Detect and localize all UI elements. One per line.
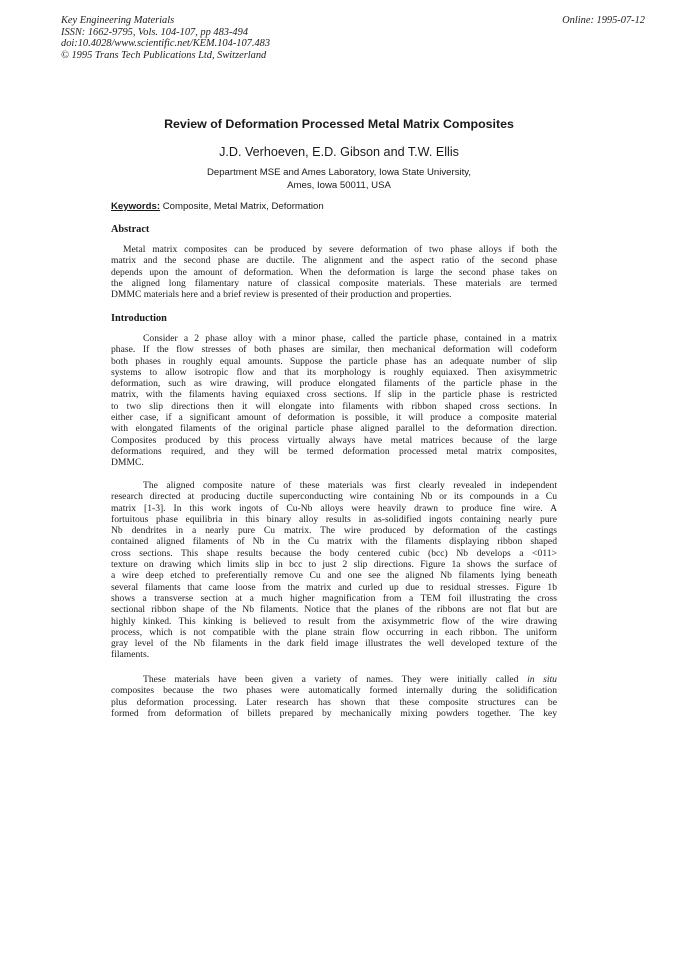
text-line: the aligned long filamentary nature of classical composite materials. These materials are termed: [111, 277, 557, 289]
text-line: fortuitous phase equilibria in this binary alloy results in as-solidified ingots containing nearly pure: [111, 513, 557, 525]
text-line: formed from deformation of billets prepared by mechanically mixing powders together. The key: [111, 707, 557, 719]
text-line: systems to allow isotropic flow and that its morphology is roughly equiaxed. Then axisymmetric: [111, 366, 557, 378]
text-line: either case, if a significant amount of deformation is possible, it will produce a composite material: [111, 412, 557, 424]
text-line: Consider a 2 phase alloy with a minor phase, called the particle phase, contained in a matrix: [143, 333, 557, 344]
text-line: a wire deep etched to preferentially remove Cu and one see the aligned Nb filaments lying beneath: [111, 570, 557, 582]
affiliation: [0, 166, 678, 192]
text-line: both phases in roughly equal amounts. Suppose the particle phase has an adequate number of slip: [111, 355, 557, 367]
text-line: Nb dendrites in a nearly pure Cu matrix. The wire produced by deformation of the castings: [111, 525, 557, 537]
journal-copyright: © 1995 Trans Tech Publications Ltd, Switzerland: [61, 49, 267, 61]
intro-paragraph-3: [111, 674, 557, 719]
text-line: matrix and the second phase are ductile. The alignment and the aspect ratio of the second phase: [111, 255, 557, 267]
text-line: DMMC.: [111, 457, 144, 469]
text-line: contained aligned filaments of Nb in the Cu matrix with the filaments displaying ribbon shaped: [111, 536, 557, 548]
journal-name: Key Engineering Materials: [61, 15, 175, 26]
journal-doi: doi:10.4028/www.scientific.net/KEM.104-107.483: [61, 38, 271, 49]
text-line: to two slip directions then it will elongate into filaments with ribbon shaped cross sections. In: [111, 400, 557, 412]
intro-paragraph-2: [111, 480, 557, 661]
text-line: with elongated filaments of the original particle phase aligned parallel to the deformation direction.: [111, 423, 557, 435]
journal-issn: ISSN: 1662-9795, Vols. 104-107, pp 483-494: [61, 26, 249, 38]
text-line: Metal matrix composites can be produced by severe deformation of two phase alloys if both the: [123, 244, 557, 255]
affiliation-line: Ames, Iowa 50011, USA: [287, 180, 391, 191]
paper-title: Review of Deformation Processed Metal Matrix Composites: [164, 117, 514, 131]
text-line: highly kinked. This kinking is believed to result from the axisymmetric flow of the wire drawing: [111, 615, 557, 627]
text-line: research directed at producing ductile superconducting wire containing Nb or its compounds in a Cu: [111, 491, 557, 503]
keywords-text: Composite, Metal Matrix, Deformation: [162, 201, 324, 212]
affiliation-line: Department MSE and Ames Laboratory, Iowa State University,: [206, 167, 472, 178]
text-line: deformation, such as wire drawing, will produce elongated filaments of the particle phase in the: [111, 378, 557, 390]
text-span: These materials have been given a variety of names. They were initially called: [143, 674, 528, 685]
keywords-label: Keywords:: [111, 201, 161, 212]
text-line: matrix [1-3]. In this work ingots of Cu-Nb alloys were heavily drawn to produce fine wire. A: [111, 502, 557, 514]
text-line: Composites produced by this process virtually always have metal matrices because of the large: [111, 434, 557, 446]
introduction-heading: Introduction: [111, 313, 167, 324]
in-situ-emphasis: in situ: [527, 674, 557, 685]
intro-paragraph-1: [111, 333, 557, 469]
text-line: process, which is not compatible with the plane strain flow occurring in each ribbon. The uniform: [111, 626, 557, 638]
text-line: cross sections. This shape results because the body centered cubic (bcc) Nb develops a <011>: [111, 547, 557, 559]
text-line: The aligned composite nature of these materials was first clearly revealed in independent: [143, 480, 557, 491]
text-line: composites because the two phases were automatically formed internally during the solidification: [111, 685, 557, 697]
text-line: shows a transverse section at a much higher magnification from a TEM foil illustrating the cross: [111, 592, 557, 604]
journal-header: [61, 15, 270, 61]
abstract-heading: Abstract: [111, 224, 150, 235]
keywords: [111, 201, 324, 212]
abstract-paragraph: [111, 244, 557, 300]
text-line: gray level of the Nb filaments in the dark field image illustrates the well developed texture of the: [111, 638, 557, 650]
text-line: filaments.: [111, 649, 150, 661]
text-line: deformations required, and they will be termed deformation processed metal matrix composites,: [111, 445, 557, 457]
text-line: several filaments that came loose from the matrix and curled up due to residual stresses. Figure 1b: [111, 581, 557, 593]
online-date: Online: 1995-07-12: [562, 15, 645, 26]
text-line: sectional ribbon shape of the Nb filaments. Notice that the planes of the ribbons are not flat but are: [111, 604, 557, 616]
text-line: plus deformation processing. Later research has shown that these composite structures can be: [111, 696, 557, 708]
paper-authors: J.D. Verhoeven, E.D. Gibson and T.W. Ellis: [219, 145, 459, 159]
text-line: phase. If the flow stresses of both phases are similar, then mechanical deformation will codeform: [111, 344, 557, 356]
text-line: DMMC materials here and a brief review is presented of their production and properties.: [111, 289, 452, 301]
text-line: depends upon the amount of deformation. When the deformation is large the second phase takes on: [111, 266, 557, 278]
text-line: [111, 674, 557, 685]
text-line: matrix, with the filaments having equiaxed cross sections. If slip in the particle phase is restricted: [111, 389, 557, 401]
text-line: texture on drawing which limits slip in bcc to just 2 slip directions. Figure 1a shows the surface of: [111, 559, 557, 571]
